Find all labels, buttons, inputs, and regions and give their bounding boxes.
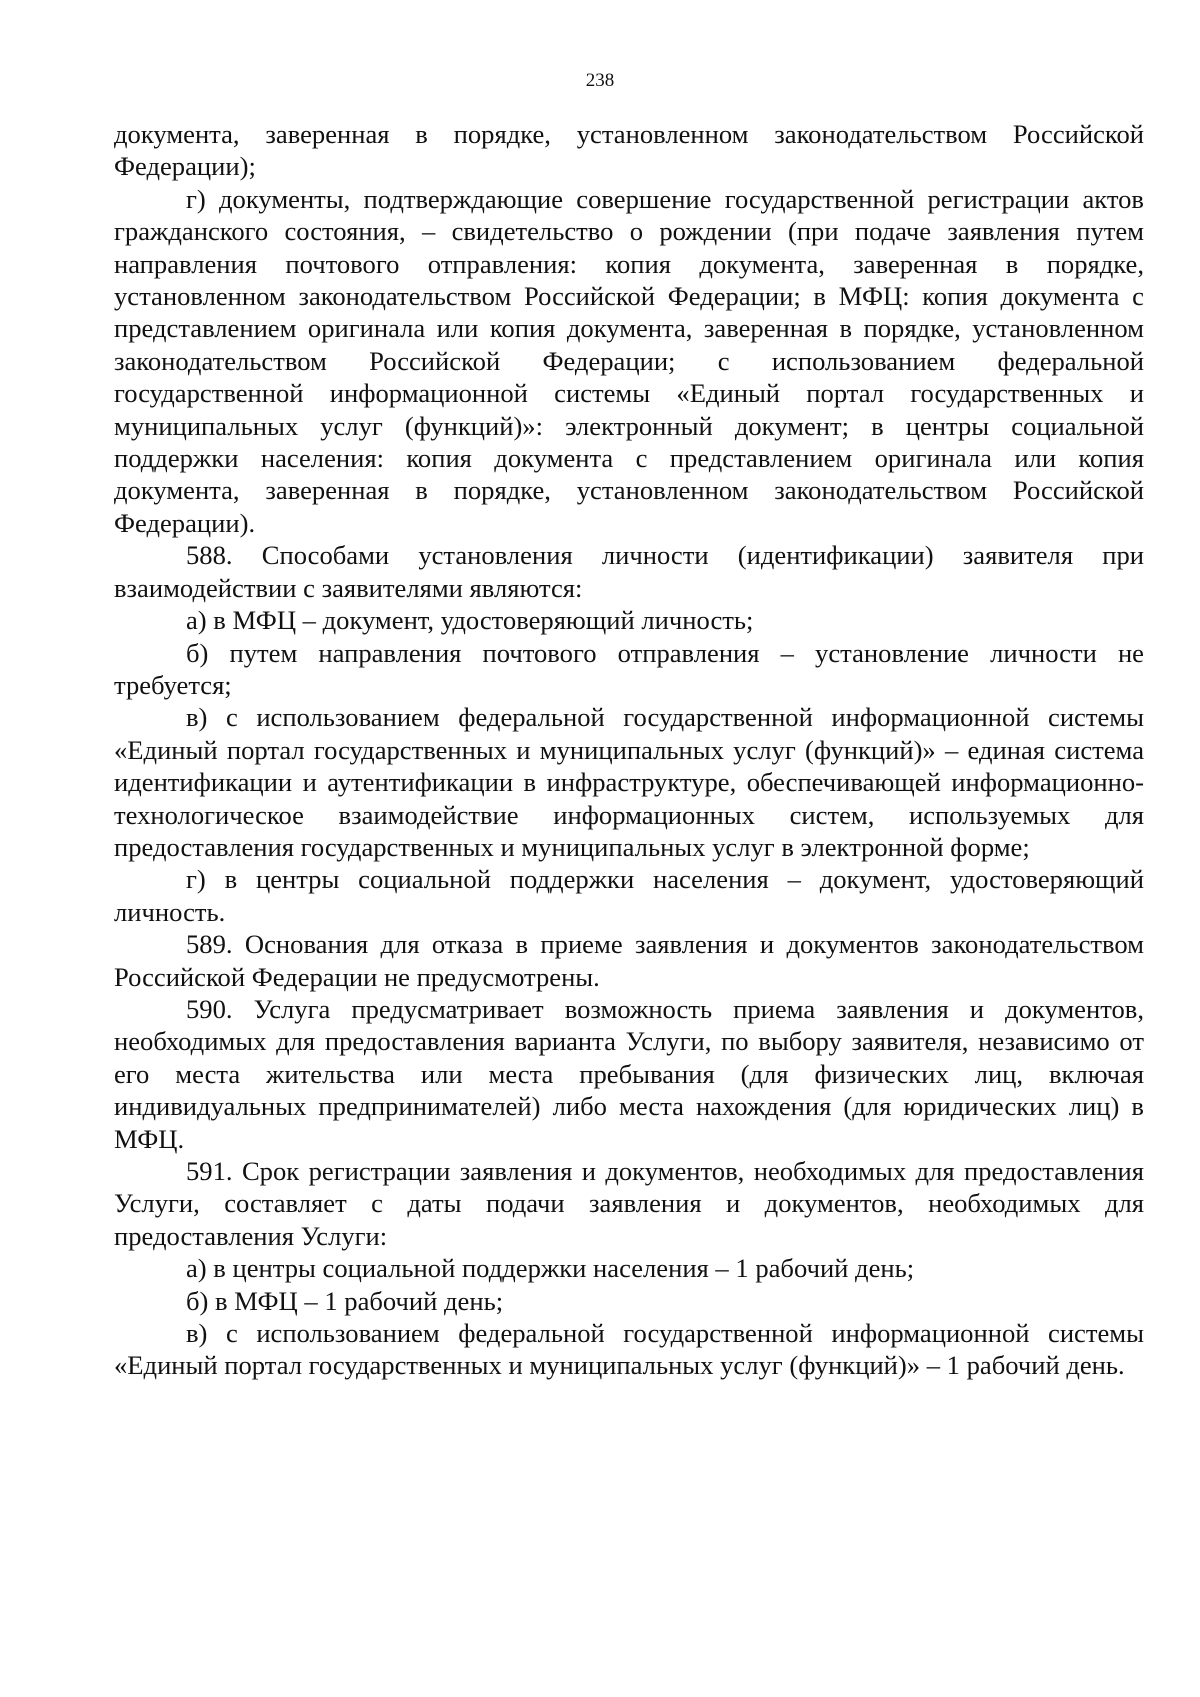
paragraph-589: 589. Основания для отказа в приеме заявления и документов законодательством Российской Федерации не предусмотрены. <box>114 929 1144 992</box>
document-body <box>114 118 1144 1382</box>
paragraph-588-g: г) в центры социальной поддержки населения – документ, удостоверяющий личность. <box>114 864 1144 927</box>
page-number: 238 <box>585 70 615 91</box>
paragraph-588-b: б) путем направления почтового отправления – установление личности не требуется; <box>114 637 1144 700</box>
paragraph-591-b: б) в МФЦ – 1 рабочий день; <box>186 1285 504 1316</box>
paragraph-588: 588. Способами установления личности (идентификации) заявителя при взаимодействии с заявителями являются: <box>114 540 1144 603</box>
paragraph-591-a: а) в центры социальной поддержки населения – 1 рабочий день; <box>186 1253 915 1284</box>
paragraph-588-a: а) в МФЦ – документ, удостоверяющий личность; <box>186 605 754 636</box>
paragraph-591-v: в) с использованием федеральной государственной информационной системы «Единый портал государственных и муниципальных услуг (функций)» – 1 рабочий день. <box>114 1318 1144 1381</box>
paragraph-588-v: в) с использованием федеральной государственной информационной системы «Единый портал государственных и муниципальных услуг (функций)» – единая система идентификации и аутентификации в инфраструктуре, обеспечивающей информационно-технологическое взаимодействие информационных систем, используемых для предоставления государственных и муниципальных услуг в электронной форме; <box>114 702 1144 862</box>
paragraph-590: 590. Услуга предусматривает возможность приема заявления и документов, необходимых для предоставления варианта Услуги, по выбору заявителя, независимо от его места жительства или места пребывания (для физических лиц, включая индивидуальных предпринимателей) либо места нахождения (для юридических лиц) в МФЦ. <box>114 993 1144 1154</box>
paragraph-item-g-documents: г) документы, подтверждающие совершение государственной регистрации актов гражданского состояния, – свидетельство о рождении (при подаче заявления путем направления почтового отправления: копия документа, заверенная в порядке, установленном законодательством Российской Федерации; в МФЦ: копия документа с представлением оригинала или копия документа, заверенная в порядке, установленном законодательством Российской Федерации; с использованием федеральной государственной информационной системы «Единый портал государственных и муниципальных услуг (функций)»: электронный документ; в центры социальной поддержки населения: копия документа с представлением оригинала или копия документа, заверенная в порядке, установленном законодательством Российской Федерации). <box>114 183 1144 538</box>
paragraph-591: 591. Срок регистрации заявления и документов, необходимых для предоставления Услуги, составляет с даты подачи заявления и документов, необходимых для предоставления Услуги: <box>114 1156 1144 1251</box>
paragraph-continuation: документа, заверенная в порядке, установленном законодательством Российской Федерации); <box>114 119 1144 182</box>
